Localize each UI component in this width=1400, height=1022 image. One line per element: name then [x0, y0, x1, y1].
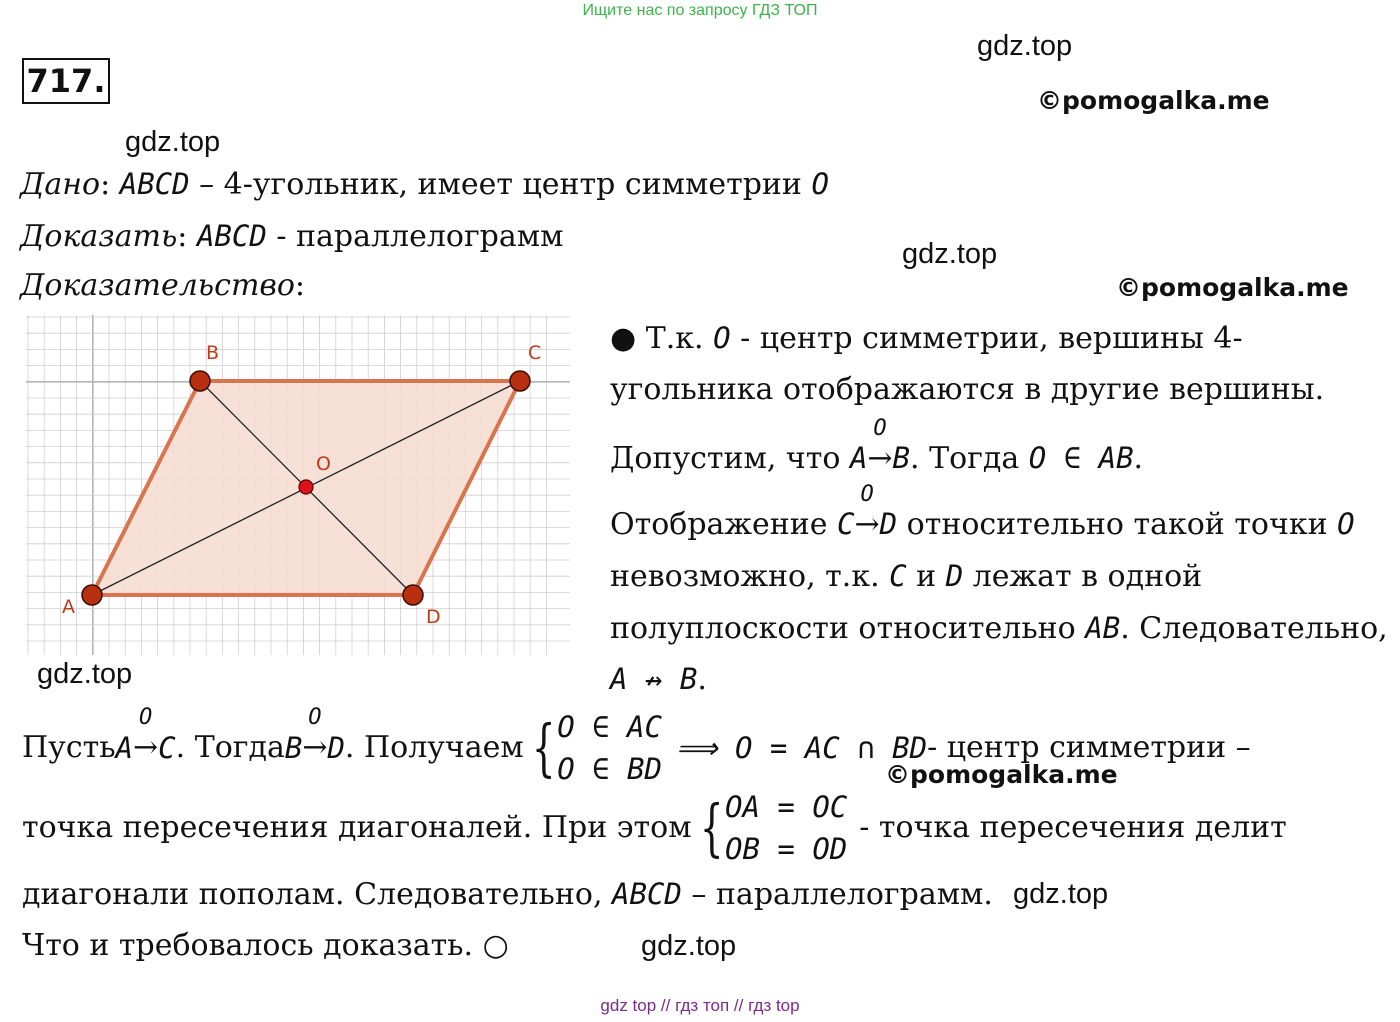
- label-d: D: [426, 606, 441, 628]
- parallelogram-figure: [26, 315, 570, 655]
- text-fragment: O: [713, 321, 731, 355]
- given-text: – 4-угольник, имеет центр симметрии: [189, 167, 812, 202]
- vertex-a: [82, 585, 102, 605]
- text-fragment: . Получаем: [344, 730, 524, 765]
- text-fragment: D: [879, 507, 898, 541]
- text-fragment: B: [892, 441, 911, 475]
- text-fragment: ⟹ O = AC ∩ BD: [675, 731, 928, 765]
- right-line-5: [610, 558, 1202, 595]
- right-line-6: [610, 610, 1388, 647]
- text-fragment: C: [837, 507, 855, 541]
- bottom-line-2: точка пересечения диагоналей. При этом { OA = OC OB = OD - точка пересечения делит: [22, 786, 1287, 870]
- text-fragment: →: [867, 441, 893, 476]
- text-fragment: A: [849, 441, 868, 475]
- watermark-gdz: gdz.top: [902, 238, 998, 270]
- text-fragment: O: [860, 482, 874, 507]
- text-fragment: A: [115, 731, 134, 765]
- vertex-d: [403, 585, 423, 605]
- prove-object: ABCD: [196, 219, 267, 253]
- problem-number: 717.: [22, 58, 110, 104]
- right-line-2: угольника отображаются в другие вершины.: [610, 372, 1325, 407]
- proof-label: Доказательство: [20, 268, 295, 303]
- bottom-line-4: Что и требовалось доказать. ○: [22, 928, 509, 963]
- given-line: Дано: ABCD – 4-угольник, имеет центр симметрии O: [20, 167, 829, 202]
- watermark-gdz: gdz.top: [125, 126, 221, 158]
- watermark-gdz: gdz.top: [1013, 878, 1109, 910]
- text-fragment: . Тогда: [175, 730, 285, 765]
- text-fragment: O: [138, 705, 153, 730]
- text-fragment: C: [158, 731, 176, 765]
- right-line-1: [610, 320, 1243, 357]
- text-fragment: - центр симметрии, вершины 4-: [730, 321, 1243, 356]
- text-fragment: полуплоскости относительно: [610, 611, 1086, 646]
- text-fragment: Допустим, что: [610, 441, 850, 476]
- text-fragment: →: [302, 730, 328, 765]
- top-banner: Ищите нас по запросу ГДЗ ТОП: [582, 2, 818, 19]
- watermark-pomogalka: ©pomogalka.me: [1116, 273, 1349, 302]
- text-fragment: невозможно, т.к.: [610, 559, 890, 594]
- text-fragment: O: [1337, 507, 1355, 541]
- text-fragment: O ∈ AC: [557, 710, 662, 744]
- bottom-line-3: [22, 876, 993, 913]
- prove-text: - параллелограмм: [266, 219, 564, 254]
- text-fragment: лежат в одной: [963, 559, 1203, 594]
- given-center: O: [811, 167, 829, 201]
- right-line-4: [610, 482, 1355, 543]
- watermark-gdz: gdz.top: [641, 930, 737, 962]
- system-2: [725, 786, 847, 870]
- text-fragment: . Тогда: [910, 441, 1029, 476]
- center-point-o: [299, 480, 313, 494]
- text-fragment: C: [889, 559, 907, 593]
- label-a: A: [62, 596, 75, 618]
- text-fragment: Пусть: [22, 730, 116, 765]
- text-fragment: D: [945, 559, 964, 593]
- given-object: ABCD: [119, 167, 190, 201]
- text-fragment: O ∈ BD: [557, 752, 662, 786]
- text-fragment: →: [133, 730, 159, 765]
- text-fragment: O ∈ AB: [1028, 441, 1134, 475]
- prove-line: Доказать: ABCD - параллелограмм: [20, 219, 564, 254]
- watermark-gdz: gdz.top: [977, 30, 1073, 62]
- label-c: C: [528, 342, 542, 364]
- vertex-c: [510, 371, 530, 391]
- text-fragment: A ↛ B: [610, 662, 698, 696]
- text-fragment: D: [327, 731, 345, 765]
- watermark-pomogalka: ©pomogalka.me: [1037, 86, 1270, 115]
- text-fragment: B: [284, 731, 303, 765]
- text-fragment: .: [697, 662, 707, 697]
- given-label: Дано: [20, 167, 101, 202]
- text-fragment: →: [854, 507, 880, 542]
- label-b: B: [206, 342, 220, 364]
- text-fragment: . Следовательно,: [1120, 611, 1388, 646]
- right-line-7: [610, 661, 707, 698]
- right-line-3: [610, 416, 1144, 477]
- watermark-pomogalka: ©pomogalka.me: [885, 760, 1118, 789]
- text-fragment: ABCD: [612, 877, 682, 911]
- vertex-b: [190, 371, 210, 391]
- text-fragment: O: [308, 705, 322, 730]
- text-fragment: и: [906, 559, 946, 594]
- text-fragment: – параллелограмм.: [681, 877, 993, 912]
- proof-label-line: Доказательство:: [20, 268, 306, 303]
- text-fragment: относительно такой точки: [897, 507, 1338, 542]
- label-o: O: [316, 453, 331, 475]
- text-fragment: Отображение: [610, 507, 838, 542]
- text-fragment: OA = OC: [725, 790, 848, 824]
- text-fragment: OB = OD: [725, 832, 848, 866]
- text-fragment: ● Т.к.: [610, 321, 714, 356]
- text-fragment: .: [1133, 441, 1144, 476]
- prove-label: Доказать: [20, 219, 178, 254]
- watermark-gdz: gdz.top: [37, 658, 133, 690]
- footer-links[interactable]: gdz top // гдз топ // гдз top: [600, 996, 800, 1015]
- system-1: [557, 706, 662, 790]
- text-fragment: - точка пересечения делит: [859, 810, 1287, 845]
- bottom-line-1: Пусть A O → C . Тогда B O → D . Получаем { O ∈ AC O ∈ BD ⟹ O = AC ∩ BD - центр симметрии –: [22, 706, 1251, 790]
- text-fragment: O: [873, 416, 887, 441]
- text-fragment: точка пересечения диагоналей. При этом: [22, 810, 692, 845]
- text-fragment: - центр симметрии –: [927, 730, 1251, 765]
- text-fragment: диагонали пополам. Следовательно,: [22, 877, 613, 912]
- text-fragment: AB: [1085, 611, 1121, 645]
